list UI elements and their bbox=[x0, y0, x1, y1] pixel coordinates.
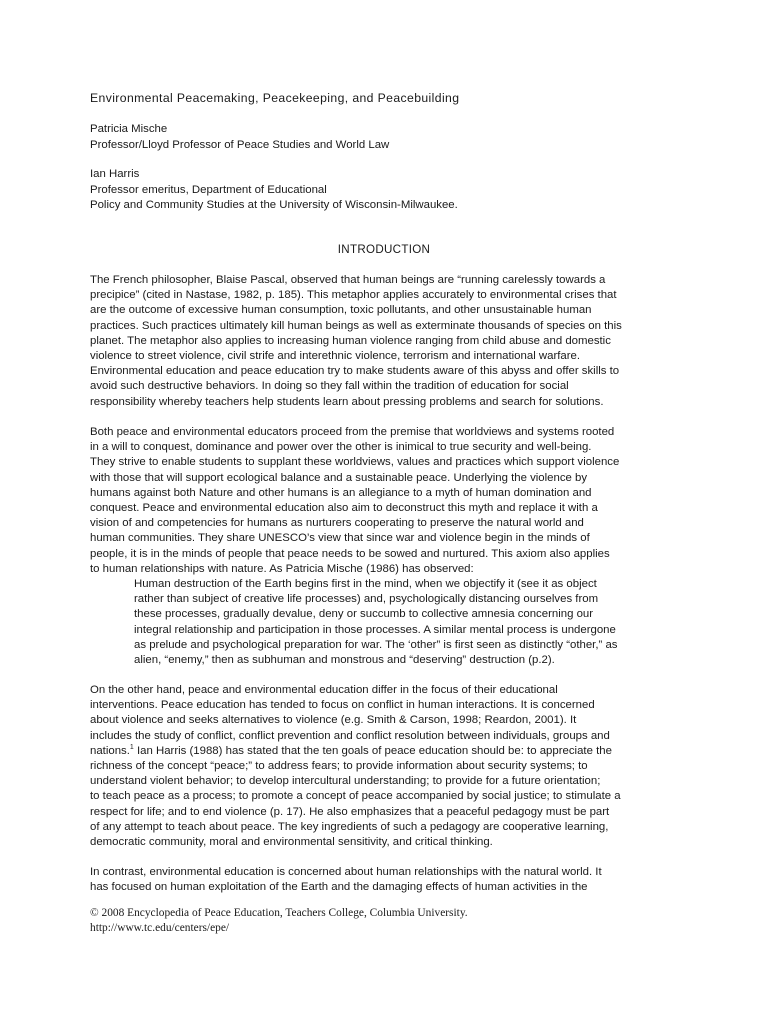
text-line: In contrast, environmental education is concerned about human relationships with the natural world. It bbox=[90, 866, 602, 878]
text-line: interventions. Peace education has tended to focus on conflict in human interactions. It is concerned bbox=[90, 699, 595, 712]
text-line: of any attempt to teach about peace. The key ingredients of such a pedagogy are cooperative learning, bbox=[90, 820, 609, 833]
paragraph bbox=[90, 865, 690, 895]
text-line: On the other hand, peace and environmental education differ in the focus of their educational bbox=[90, 684, 558, 696]
text-line: humans against both Nature and other humans is an allegiance to a myth of human domination and bbox=[90, 486, 592, 499]
text-line: are the outcome of excessive human consumption, toxic pollutants, and other unsustainable human bbox=[90, 304, 592, 317]
quote-line: integral relationship and participation in those processes. A similar mental process is undergone bbox=[134, 623, 616, 636]
text-line: includes the study of conflict, conflict prevention and conflict resolution between individuals, groups and bbox=[90, 729, 610, 742]
text-line: richness of the concept “peace;” to address fears; to provide information about security systems; to bbox=[90, 760, 588, 773]
section-heading: INTRODUCTION bbox=[337, 243, 431, 256]
text-line: vision of and competencies for humans as nurturers cooperating to preserve the natural world and bbox=[90, 517, 584, 530]
text-line: understand violent behavior; to develop intercultural understanding; to provide for a future orientation; bbox=[90, 775, 601, 788]
paragraph bbox=[90, 425, 690, 577]
text-line: to human relationships with nature. As Patricia Mische (1986) has observed: bbox=[90, 562, 474, 575]
document-title: Environmental Peacemaking, Peacekeeping, and Peacebuilding bbox=[90, 91, 460, 105]
text-line: Both peace and environmental educators proceed from the premise that worldviews and systems rooted bbox=[90, 426, 615, 438]
text-line: human communities. They share UNESCO’s view that since war and violence begin in the minds of bbox=[90, 532, 590, 545]
author-name: Ian Harris bbox=[90, 168, 140, 180]
text-line: with those that will support ecological balance and a sustainable peace. Underlying the violence by bbox=[90, 471, 588, 484]
footnote-marker[interactable]: 1 bbox=[129, 744, 134, 752]
text-line: conquest. Peace and environmental education also aim to deconstruct this myth and replace it with a bbox=[90, 502, 598, 515]
page-footer bbox=[90, 906, 690, 935]
copyright-notice: © 2008 Encyclopedia of Peace Education, Teachers College, Columbia University. bbox=[90, 907, 468, 919]
author-block bbox=[90, 122, 690, 153]
text-line: Environmental education and peace education try to make students aware of this abyss and offer skills to bbox=[90, 365, 620, 378]
author-name: Patricia Mische bbox=[90, 123, 168, 135]
text-line: avoid such destructive behaviors. In doing so they fall within the tradition of education for social bbox=[90, 380, 569, 393]
text-line: violence to street violence, civil strife and interethnic violence, terrorism and international warfare. bbox=[90, 350, 581, 363]
text-line: democratic community, moral and environmental sensitivity, and critical thinking. bbox=[90, 836, 493, 849]
paragraph bbox=[90, 273, 690, 410]
quote-line: alien, “enemy,” then as subhuman and monstrous and “deserving” destruction (p.2). bbox=[134, 654, 555, 667]
quote-line: rather than subject of creative life processes) and, psychologically distancing ourselves from bbox=[134, 593, 599, 606]
text-line bbox=[90, 744, 690, 759]
text-line: The French philosopher, Blaise Pascal, observed that human beings are “running carelessly towards a bbox=[90, 274, 606, 286]
text-line: planet. The metaphor also applies to increasing human violence ranging from child abuse and domestic bbox=[90, 334, 611, 347]
text-line: people, it is in the minds of people that peace needs to be sowed and nurtured. This axiom also applies bbox=[90, 547, 610, 560]
text-line: precipice” (cited in Nastase, 1982, p. 185). This metaphor applies accurately to environmental crises that bbox=[90, 289, 617, 302]
text-line: to teach peace as a process; to promote a concept of peace accompanied by social justice; to stimulate a bbox=[90, 790, 621, 803]
paragraph bbox=[90, 683, 690, 850]
text-line: practices. Such practices ultimately kill human beings as well as exterminate thousands of species on this bbox=[90, 319, 622, 332]
text-segment: nations. bbox=[90, 744, 130, 757]
block-quote bbox=[134, 577, 690, 668]
quote-line: as prelude and psychological preparation for war. The ‘other” is first seen as distinctly “other,” as bbox=[134, 638, 618, 651]
text-line: in a will to conquest, dominance and power over the other is inimical to true security and well-being. bbox=[90, 441, 592, 454]
author-block bbox=[90, 167, 690, 214]
text-line: They strive to enable students to supplant these worldviews, values and practices which support violence bbox=[90, 456, 620, 469]
text-line: has focused on human exploitation of the Earth and the damaging effects of human activities in the bbox=[90, 881, 588, 894]
author-affiliation: Professor/Lloyd Professor of Peace Studies and World Law bbox=[90, 138, 390, 151]
text-segment: Ian Harris (1988) has stated that the ten goals of peace education should be: to appreciate the bbox=[133, 744, 612, 757]
text-line: about violence and seeks alternatives to violence (e.g. Smith & Carson, 1998; Reardon, 2001). It bbox=[90, 714, 577, 727]
text-line: respect for life; and to end violence (p. 17). He also emphasizes that a peaceful pedagogy must be part bbox=[90, 805, 610, 818]
footer-link[interactable]: http://www.tc.edu/centers/epe/ bbox=[90, 921, 230, 934]
author-affiliation: Professor emeritus, Department of Educational bbox=[90, 183, 327, 196]
author-affiliation: Policy and Community Studies at the University of Wisconsin-Milwaukee. bbox=[90, 199, 458, 211]
quote-line: these processes, gradually devalue, deny or succumb to collective amnesia concerning our bbox=[134, 608, 594, 621]
quote-line: Human destruction of the Earth begins first in the mind, when we objectify it (see it as object bbox=[134, 578, 597, 590]
text-line: responsibility whereby teachers help students learn about pressing problems and search for solutions. bbox=[90, 395, 604, 408]
